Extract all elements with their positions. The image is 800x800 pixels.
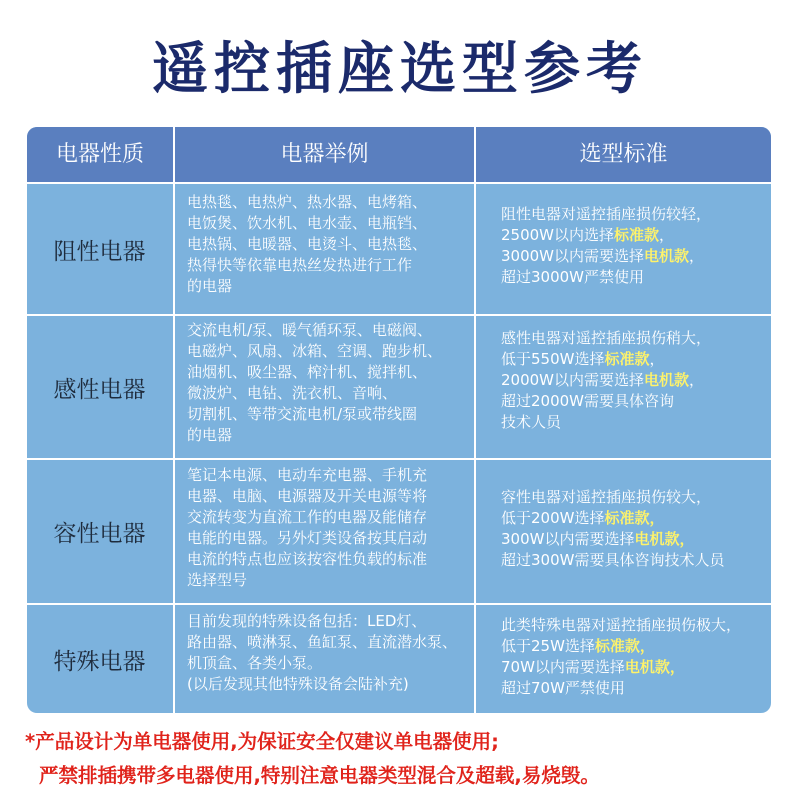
standard-model-highlight: 标准款， [594, 637, 655, 655]
motor-model-highlight: 电机款， [624, 658, 685, 676]
page-title: 遥控插座选型参考 [152, 37, 648, 102]
standard-line: 低于550W选择标准款， [501, 350, 665, 368]
standard-line: 超过2000W需要具体咨询 [501, 392, 675, 410]
standard-model-highlight: 标准款 [604, 350, 650, 368]
category-label: 阻性电器 [53, 238, 146, 265]
warning-line: *产品设计为单电器使用,为保证安全仅建议单电器使用; [25, 730, 499, 753]
standard-line: 2500W以内选择标准款， [501, 226, 675, 244]
selection-table [27, 127, 771, 713]
standard-line: 阻性电器对遥控插座损伤较轻， [501, 205, 712, 223]
standard-line: 2000W以内需要选择电机款， [501, 371, 705, 389]
table-row [27, 316, 771, 458]
header-examples: 电器举例 [280, 142, 369, 167]
examples-text: 交流电机/泵、暖气循环泵、电磁阀、 电磁炉、风扇、冰箱、空调、跑步机、 油烟机、吸尘器、榨汁机、搅拌机、 微波炉、电钻、洗衣机、音响、 切割机、等带交流电机/泵或带线圈 的电器 [187, 321, 443, 444]
standard-model-highlight: 标准款， [604, 509, 665, 527]
category-label: 容性电器 [53, 521, 146, 547]
standard-line: 低于200W选择标准款， [501, 509, 665, 527]
warning-line: 严禁排插携带多电器使用,特别注意电器类型混合及超载,易烧毁。 [39, 764, 600, 787]
standard-line: 低于25W选择标准款， [501, 637, 655, 655]
standard-text [501, 204, 763, 288]
category-label: 感性电器 [53, 376, 146, 403]
motor-model-highlight: 电机款， [634, 530, 695, 548]
table-row [27, 460, 771, 603]
standard-line: 超过3000W严禁使用 [501, 268, 645, 286]
table-row [27, 605, 771, 713]
examples-text: 笔记本电源、电动车充电器、手机充 电器、电脑、电源器及开关电源等将 交流转变为直流工作的电器及能储存 电能的电器。另外灯类设备按其启动 电流的特点也应该按容性负载的标准 选择型号 [187, 466, 428, 589]
motor-model-highlight: 电机款 [644, 247, 690, 265]
header-nature: 电器性质 [55, 142, 144, 167]
examples-text: 电热毯、电热炉、热水器、电烤箱、 电饭煲、饮水机、电水壶、电瓶铛、 电热锅、电暖器、电烫斗、电热毯、 热得快等依靠电热丝发热进行工作 的电器 [187, 193, 428, 295]
standard-line: 70W以内需要选择电机款， [501, 658, 685, 676]
standard-line: 超过300W需要具体咨询技术人员 [501, 551, 725, 569]
standard-line: 300W以内需要选择电机款， [501, 530, 695, 548]
standard-text [501, 487, 763, 571]
standard-line: 3000W以内需要选择电机款， [501, 247, 705, 265]
motor-model-highlight: 电机款 [644, 371, 690, 389]
examples-text: 目前发现的特殊设备包括：LED灯、 路由器、喷淋泵、鱼缸泵、直流潜水泵、 机顶盒、各类小泵。 (以后发现其他特殊设备会陆补充) [187, 612, 458, 693]
standard-text [501, 615, 763, 699]
warning-notes [25, 725, 785, 793]
standard-line: 技术人员 [501, 413, 562, 431]
standard-line: 超过70W严禁使用 [501, 679, 625, 697]
standard-line: 感性电器对遥控插座损伤稍大， [501, 329, 712, 347]
standard-line: 此类特殊电器对遥控插座损伤极大， [501, 616, 742, 634]
header-standard: 选型标准 [579, 142, 668, 167]
category-label: 特殊电器 [53, 648, 146, 675]
standard-line: 容性电器对遥控插座损伤较大， [501, 488, 712, 506]
standard-text [501, 328, 763, 433]
standard-model-highlight: 标准款 [614, 226, 660, 244]
table-row [27, 184, 771, 314]
